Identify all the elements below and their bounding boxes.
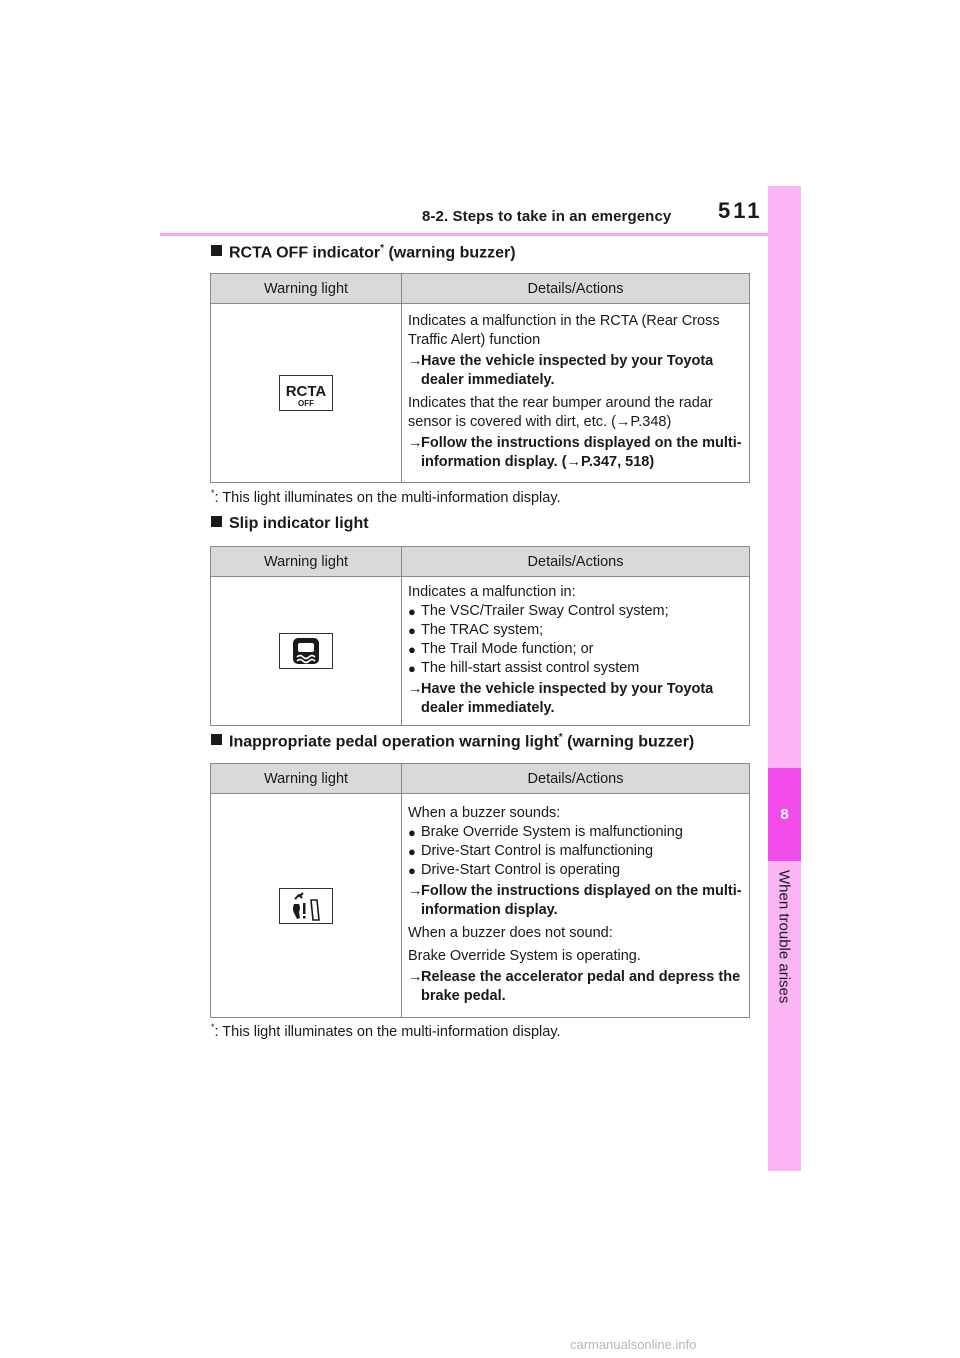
slip-details: Indicates a malfunction in: ● The VSC/Trailer Sway Control system; ● The TRAC system; ● The Trail Mode function; or ● The hill-start assist control system → Have the vehicle inspected by your Toyota dealer immediately.	[402, 577, 750, 726]
bullet-icon: ●	[408, 641, 416, 657]
svg-text:OFF: OFF	[298, 399, 314, 408]
table-header-row	[211, 274, 750, 304]
arrow-icon: →	[408, 353, 423, 369]
header-details: Details/Actions	[402, 547, 750, 577]
arrow-icon: →	[615, 414, 631, 430]
header-warning-light: Warning light	[211, 547, 402, 577]
pedal-warning-icon	[279, 888, 333, 924]
watermark: carmanualsonline.info	[570, 1337, 697, 1352]
heading-square-icon	[211, 516, 222, 527]
heading-square-icon	[211, 245, 222, 256]
bullet-icon: ●	[408, 862, 416, 878]
header-warning-light: Warning light	[211, 764, 402, 794]
bullet-icon: ●	[408, 843, 416, 859]
page-reference: P.348)	[630, 414, 672, 430]
heading-square-icon	[211, 734, 222, 745]
page-number: 511	[718, 198, 763, 223]
header-rule	[160, 233, 768, 236]
rcta-off-icon	[279, 375, 333, 411]
footnote: *: This light illuminates on the multi-information display.	[211, 1022, 561, 1040]
svg-text:RCTA: RCTA	[285, 383, 327, 400]
pedal-warning-table	[210, 763, 750, 1018]
rcta-details: Indicates a malfunction in the RCTA (Rear Cross Traffic Alert) function → Have the vehicle inspected by your Toyota dealer immediately. Indicates that the rear bumper around the radar sensor is covered with dirt, etc. (→P.348) → Follow the instructions displayed on the multi-information display. (→P.347, 518)	[402, 304, 750, 483]
arrow-icon: →	[408, 968, 423, 985]
section-heading-slip: Slip indicator light	[211, 515, 369, 533]
list-item: ● Drive-Start Control is malfunctioning	[408, 842, 654, 859]
bullet-icon: ●	[408, 824, 416, 840]
arrow-icon: →	[566, 454, 582, 470]
header-warning-light: Warning light	[211, 274, 402, 304]
section-title: 8-2. Steps to take in an emergency	[422, 208, 672, 225]
section-heading-pedal: Inappropriate pedal operation warning light* (warning buzzer)	[211, 732, 694, 751]
list-item: ● The Trail Mode function; or	[408, 640, 594, 657]
table-header-row	[211, 547, 750, 577]
pedal-details: When a buzzer sounds: ● Brake Override System is malfunctioning ● Drive-Start Control is malfunctioning ● Drive-Start Control is operating → Follow the instructions displayed on the multi-information display. When a buzzer does not sound: Brake Override System is operating. → Release the accelerator pedal and depress the brake pedal.	[402, 794, 750, 1018]
header-details: Details/Actions	[402, 274, 750, 304]
table-row	[211, 794, 750, 1018]
arrow-icon: →	[408, 882, 423, 899]
footnote: *: This light illuminates on the multi-information display.	[211, 488, 561, 506]
slip-indicator-icon	[279, 633, 333, 669]
bullet-icon: ●	[408, 660, 416, 676]
bullet-icon: ●	[408, 603, 416, 619]
table-header-row	[211, 764, 750, 794]
section-heading-rcta: RCTA OFF indicator* (warning buzzer)	[211, 243, 516, 262]
header-details: Details/Actions	[402, 764, 750, 794]
table-row	[211, 577, 750, 726]
list-item: ● The hill-start assist control system	[408, 659, 640, 676]
chapter-number: 8	[768, 768, 801, 861]
table-row	[211, 304, 750, 483]
bullet-icon: ●	[408, 622, 416, 638]
slip-warning-table	[210, 546, 750, 726]
rcta-warning-table	[210, 273, 750, 483]
chapter-side-tab	[768, 186, 801, 1171]
chapter-title: When trouble arises	[775, 870, 793, 1004]
page-reference: P.347, 518)	[581, 454, 655, 470]
arrow-icon: →	[408, 435, 423, 451]
arrow-icon: →	[408, 680, 423, 697]
list-item: ● Drive-Start Control is operating	[408, 861, 621, 878]
list-item: ● The VSC/Trailer Sway Control system;	[408, 602, 669, 619]
list-item: ● Brake Override System is malfunctioning	[408, 823, 683, 840]
list-item: ● The TRAC system;	[408, 621, 544, 638]
